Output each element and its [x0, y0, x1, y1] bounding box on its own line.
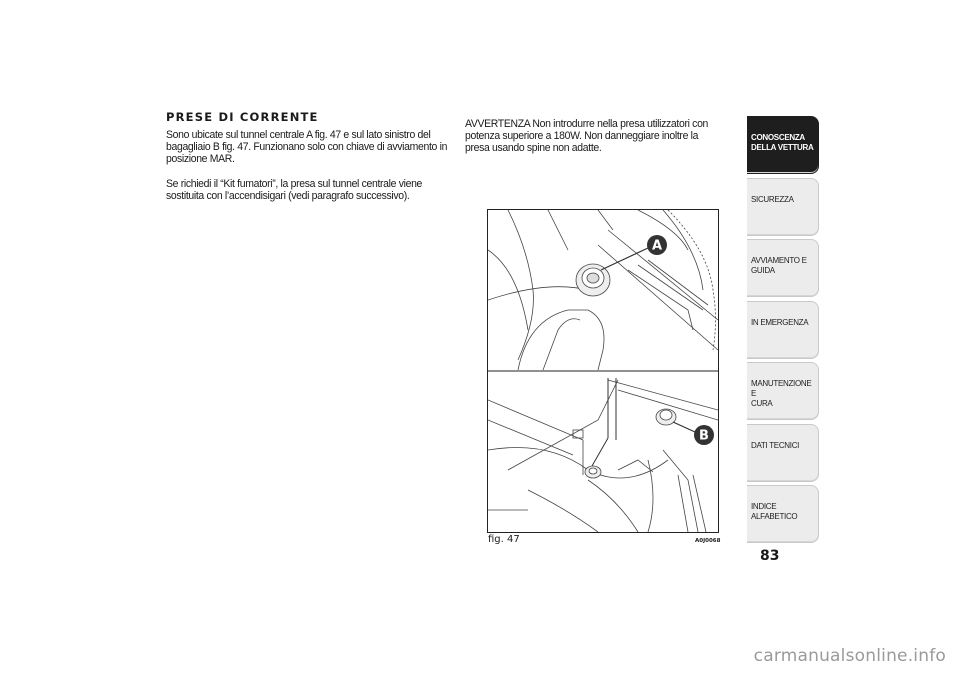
section-heading: PRESE DI CORRENTE — [166, 110, 319, 124]
tab-conoscenza-vettura[interactable] — [747, 116, 819, 174]
tab-label-line1: AVVIAMENTO E — [751, 256, 807, 265]
paragraph-location: Sono ubicate sul tunnel centrale A fig. 47 e sul lato sinistro del bagagliaio B fig. 47. Funzionano solo con chiave di avviamento in posizione MAR. — [166, 129, 448, 165]
watermark: carmanualsonline.info — [753, 646, 946, 666]
callout-a — [647, 235, 667, 255]
tab-label-line1: SICUREZZA — [751, 194, 794, 204]
figure-caption: fig. 47 — [488, 534, 520, 545]
tab-label-line1: INDICE ALFABETICO — [751, 502, 798, 521]
tab-label-line2: GUIDA — [751, 266, 775, 275]
tab-sicurezza[interactable] — [747, 178, 819, 236]
tab-label-line1: IN EMERGENZA — [751, 317, 809, 327]
tab-label-line2: CURA — [751, 399, 773, 408]
callout-a-label: A — [651, 238, 663, 254]
tab-in-emergenza[interactable] — [747, 301, 819, 359]
tab-label-line1: CONOSCENZA — [751, 133, 805, 142]
tab-avviamento-guida[interactable] — [747, 239, 819, 297]
chapter-tabs — [747, 116, 819, 547]
page-number: 83 — [760, 548, 780, 564]
callout-b — [694, 425, 714, 445]
callout-b-label: B — [699, 428, 709, 444]
paragraph-smoker-kit: Se richiedi il “Kit fumatori”, la presa sul tunnel centrale viene sostituita con l’accendisigari (vedi paragrafo successivo). — [166, 178, 423, 202]
tab-label-line1: MANUTENZIONE E — [751, 379, 812, 398]
callouts — [487, 209, 719, 533]
figure-code: A0J0068 — [695, 538, 721, 544]
tab-dati-tecnici[interactable] — [747, 424, 819, 482]
tab-label-line2: DELLA VETTURA — [751, 143, 814, 152]
tab-label-line1: DATI TECNICI — [751, 440, 800, 450]
warning-paragraph: AVVERTENZA Non introdurre nella presa utilizzatori con potenza superiore a 180W. Non danneggiare inoltre la presa usando spine non adatte. — [465, 118, 709, 154]
tab-indice-alfabetico[interactable] — [747, 485, 819, 543]
tab-manutenzione-cura[interactable] — [747, 362, 819, 420]
